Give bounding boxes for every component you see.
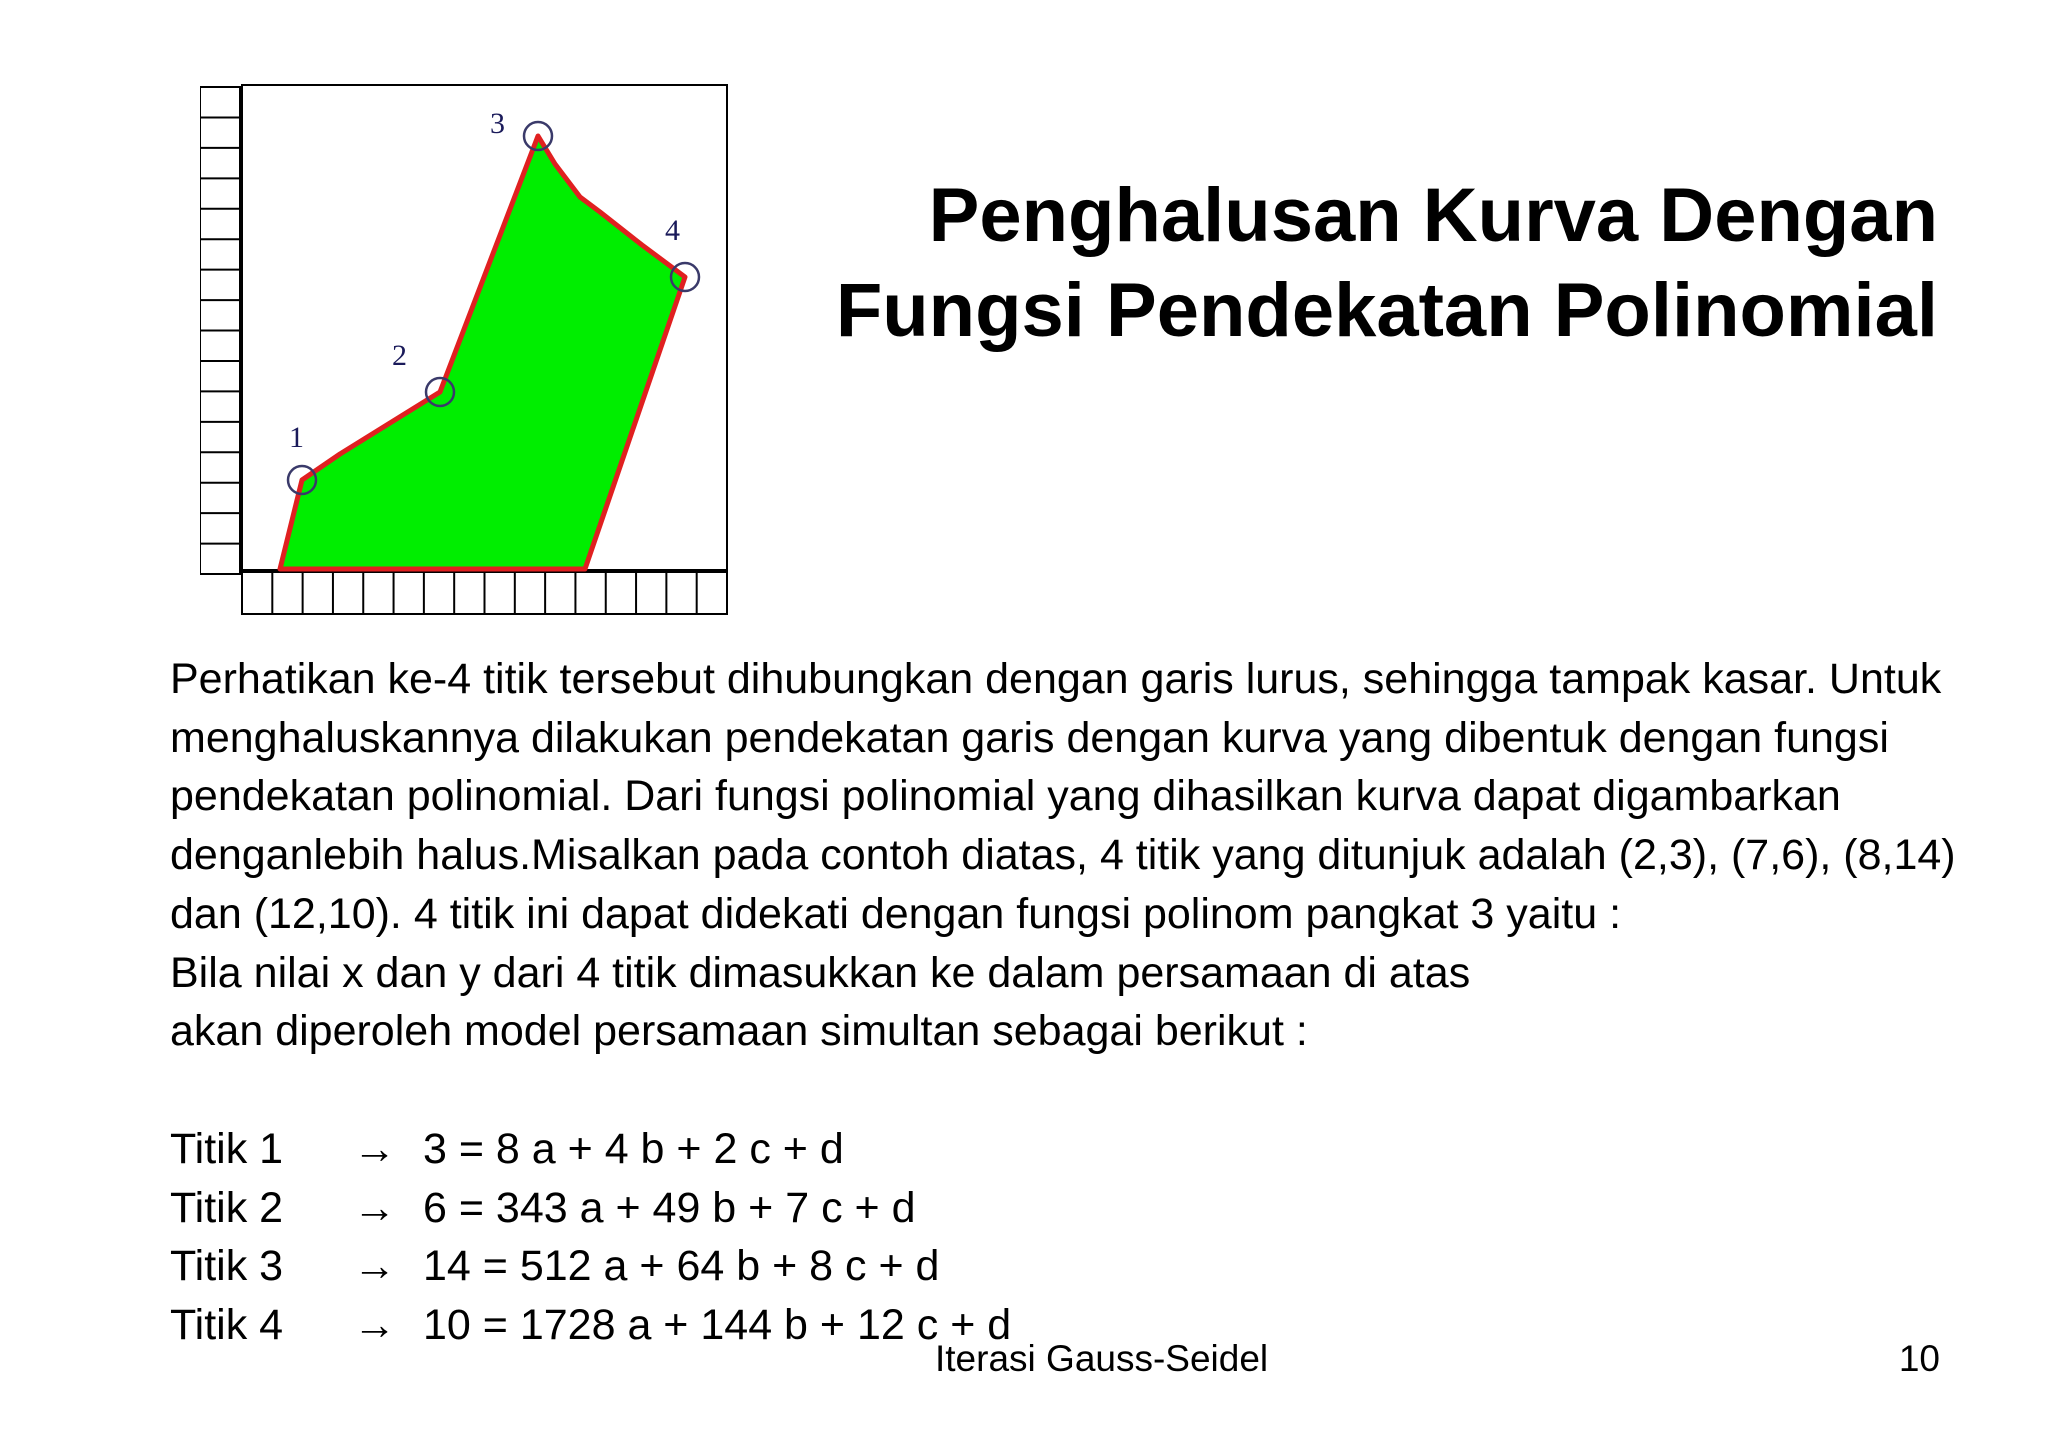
arrow-icon: → (353, 1125, 396, 1173)
equation-row (170, 1237, 1011, 1296)
equation-text: 10 = 1728 a + 144 b + 12 c + d (423, 1301, 1012, 1350)
page-number: 10 (1898, 1338, 1940, 1379)
slide-title (758, 168, 1938, 358)
paragraph-line-3: akan diperoleh model persamaan simultan sebagai berikut : (170, 1007, 1308, 1056)
body-text (170, 650, 1970, 1061)
arrow-icon: → (353, 1301, 396, 1350)
title-line-2: Fungsi Pendekatan Polinomial (835, 268, 1938, 353)
equation-label: Titik 4 (170, 1301, 284, 1350)
equation-label: Titik 3 (170, 1242, 284, 1291)
equation-label: Titik 1 (170, 1125, 284, 1173)
footer-title: Iterasi Gauss-Seidel (935, 1338, 1269, 1379)
arrow-icon: → (353, 1242, 396, 1291)
equation-row (170, 1120, 1011, 1179)
equation-text: 14 = 512 a + 64 b + 8 c + d (423, 1242, 940, 1291)
point-label-3: 3 (490, 107, 505, 140)
point-label-1: 1 (289, 421, 304, 454)
paragraph-line-2: Bila nilai x dan y dari 4 titik dimasukkan ke dalam persamaan di atas (170, 948, 1471, 997)
polygon-figure (200, 82, 732, 620)
equation-label: Titik 2 (170, 1183, 284, 1232)
paragraph-main: Perhatikan ke-4 titik tersebut dihubungkan dengan garis lurus, sehingga tampak kasar. Untuk menghaluskannya dilakukan pendekatan garis dengan kurva yang dibentuk dengan fungsi pendekatan polinomial. Dari fungsi polinomial yang dihasilkan kurva dapat digambarkan denganlebih halus.Misalkan pada contoh diatas, 4 titik yang ditunjuk adalah (2,3), (7,6), (8,14) dan (12,10). 4 titik ini dapat didekati dengan fungsi polinom pangkat 3 yaitu : (170, 655, 1956, 938)
arrow-icon: → (353, 1183, 396, 1232)
equation-row (170, 1296, 1011, 1355)
equation-list (170, 1120, 1011, 1355)
equation-text: 3 = 8 a + 4 b + 2 c + d (423, 1125, 844, 1173)
title-line-1: Penghalusan Kurva Dengan (928, 173, 1938, 258)
point-label-2: 2 (392, 339, 407, 372)
equation-text: 6 = 343 a + 49 b + 7 c + d (423, 1183, 916, 1232)
equation-row (170, 1179, 1011, 1238)
point-label-4: 4 (665, 214, 680, 247)
